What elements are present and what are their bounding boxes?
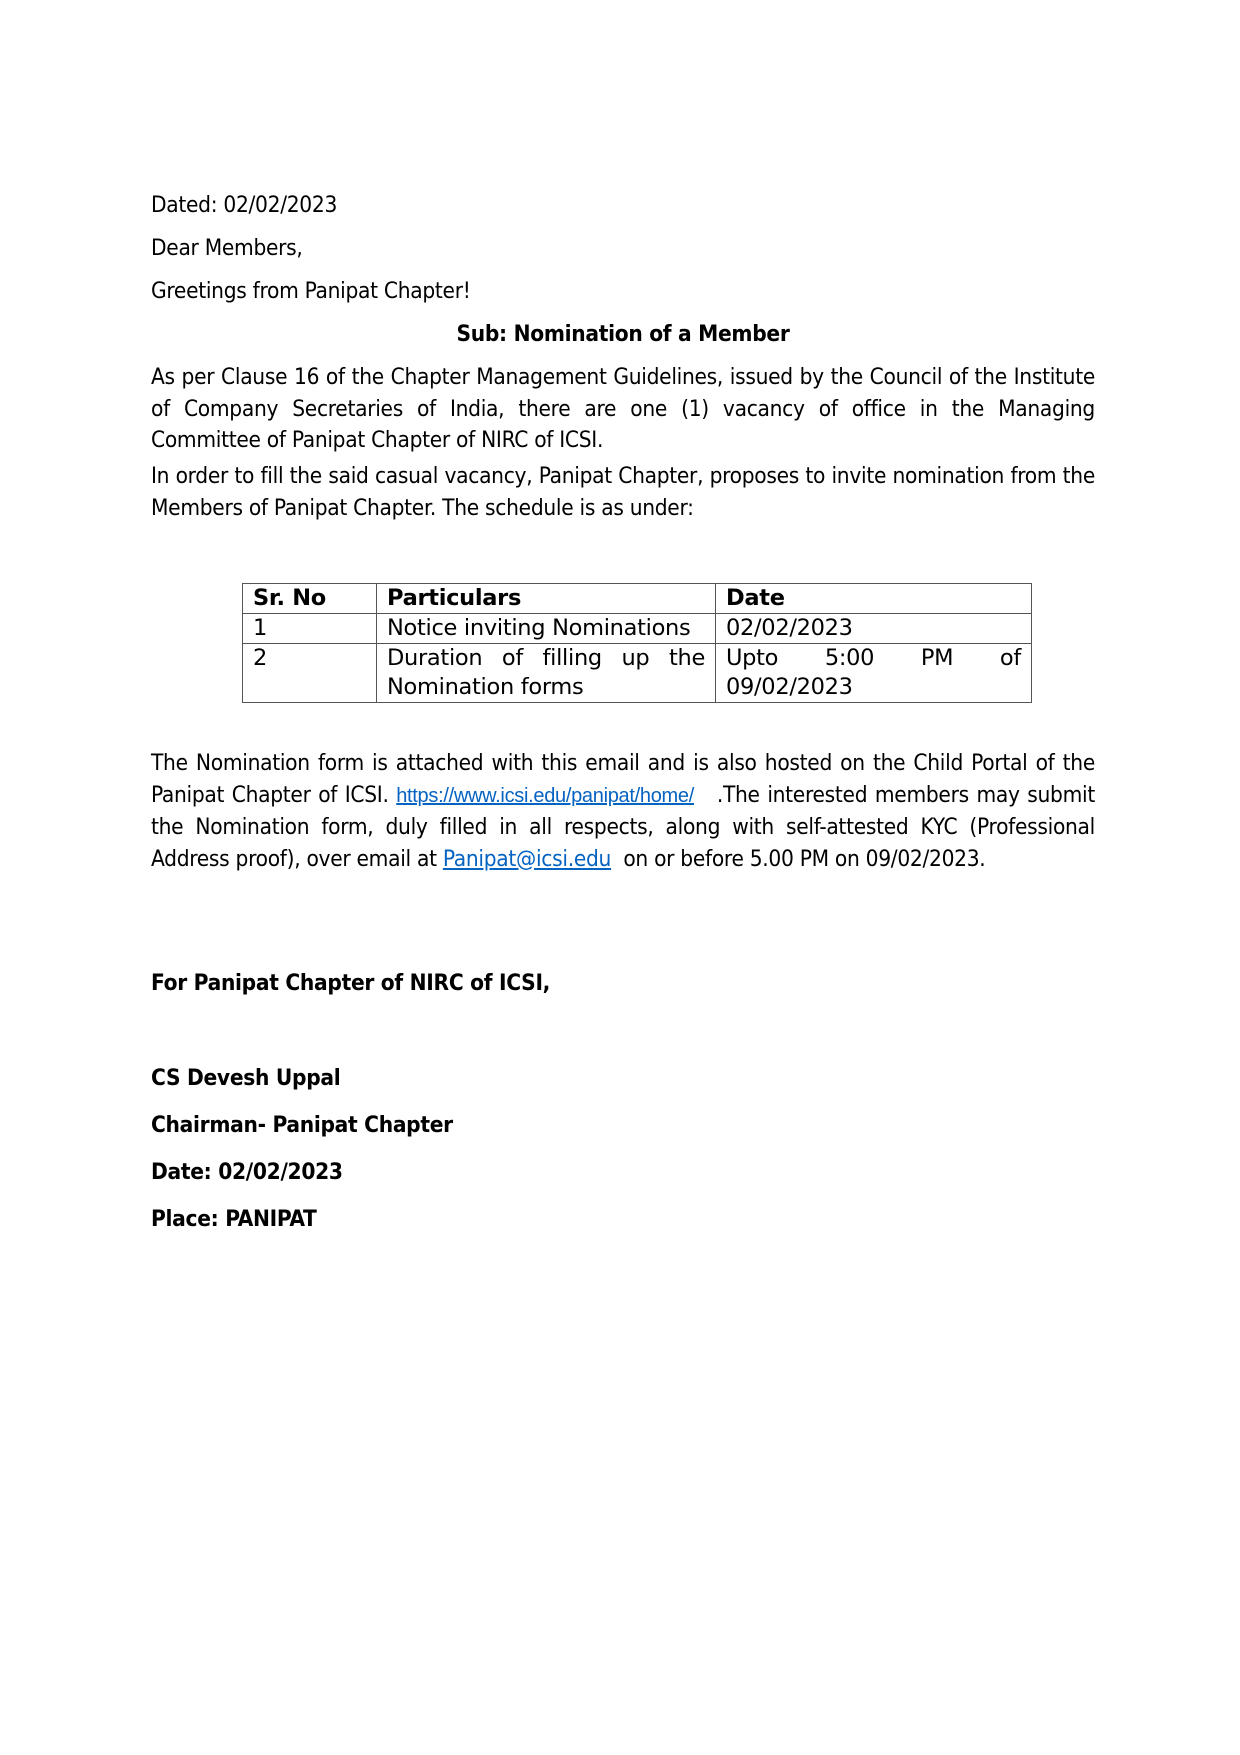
dated-line: Dated: 02/02/2023 (151, 192, 338, 218)
salutation: Dear Members, (151, 235, 303, 261)
signatory-designation: Chairman- Panipat Chapter (151, 1112, 453, 1138)
cell-sr-no: 1 (243, 614, 377, 644)
submission-text-2: .The interested members may submit the Nomination form, duly filled in all respects, along with self-attested KYC (Professional Address proof), over email at (151, 781, 1095, 872)
table-header-row (243, 584, 1032, 614)
signoff-date: Date: 02/02/2023 (151, 1159, 343, 1185)
signoff-organization: For Panipat Chapter of NIRC of ICSI, (151, 970, 551, 996)
cell-date: 02/02/2023 (716, 614, 1032, 644)
signatory-name: CS Devesh Uppal (151, 1065, 341, 1091)
header-sr-no: Sr. No (243, 584, 377, 614)
cell-particulars: Duration of filling up the Nomination forms (377, 644, 716, 703)
header-date: Date (716, 584, 1032, 614)
paragraph-invitation: In order to fill the said casual vacancy, Panipat Chapter, proposes to invite nomination from the Members of Panipat Chapter. The schedule is as under: (151, 463, 1095, 521)
schedule-table (242, 583, 1032, 703)
table-row (243, 644, 1032, 703)
cell-date-line1: Upto 5:00 PM of (726, 645, 1021, 671)
submission-text-1: The Nomination form is attached with this email and is also hosted on the Child Portal of the Panipat Chapter of ICSI. (151, 750, 1095, 808)
paragraph-submission (151, 748, 1095, 875)
cell-particulars: Notice inviting Nominations (377, 614, 716, 644)
cell-date (716, 644, 1032, 703)
cell-sr-no: 2 (243, 644, 377, 703)
paragraph-vacancy: As per Clause 16 of the Chapter Management Guidelines, issued by the Council of the Institute of Company Secretaries of India, there are one (1) vacancy of office in the Managing Committee of Panipat Chapter of NIRC of ICSI. (151, 364, 1095, 453)
subject-heading: Sub: Nomination of a Member (456, 321, 790, 347)
header-particulars: Particulars (377, 584, 716, 614)
signoff-place: Place: PANIPAT (151, 1206, 317, 1232)
email-link[interactable]: Panipat@icsi.edu (442, 845, 612, 872)
table-row (243, 614, 1032, 644)
cell-date-line2: 09/02/2023 (726, 674, 853, 700)
submission-text-3: on or before 5.00 PM on 09/02/2023. (623, 845, 986, 872)
portal-link[interactable]: https://www.icsi.edu/panipat/home/ (396, 784, 694, 807)
greeting: Greetings from Panipat Chapter! (151, 278, 471, 304)
